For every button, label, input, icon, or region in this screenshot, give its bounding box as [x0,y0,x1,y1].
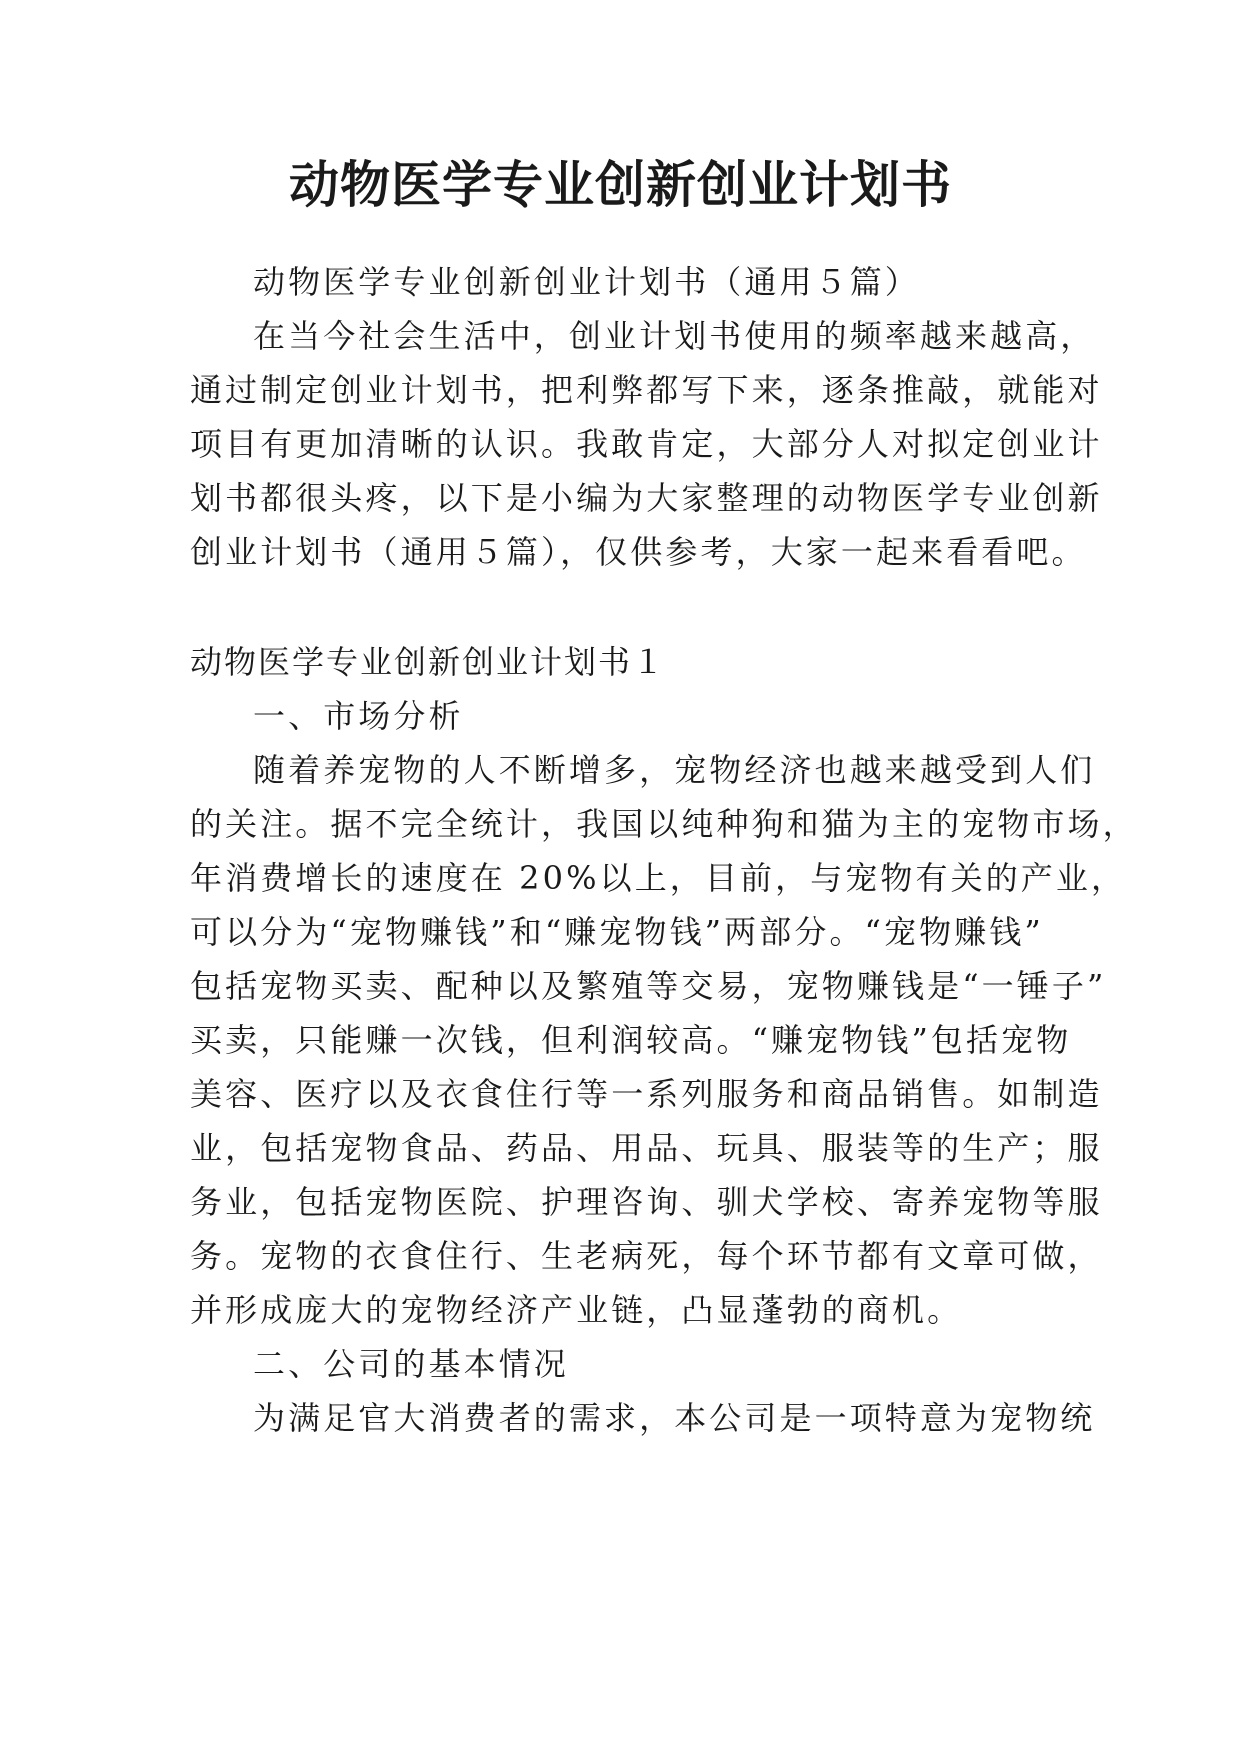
document-title: 动物医学专业创新创业计划书 [289,155,952,214]
body-paragraph-line: 可以分为“宠物赚钱”和“赚宠物钱”两部分。“宠物赚钱” [190,913,1044,951]
intro-paragraph-line: 通过制定创业计划书，把利弊都写下来，逐条推敲，就能对 [190,371,1103,409]
body-paragraph-line: 包括宠物买卖、配种以及繁殖等交易，宠物赚钱是“一锤子” [190,967,1107,1005]
body-paragraph-line: 务业，包括宠物医院、护理咨询、驯犬学校、寄养宠物等服 [190,1183,1103,1221]
intro-paragraph-line: 划书都很头疼，以下是小编为大家整理的动物医学专业创新 [190,479,1103,517]
body-paragraph-line: 务。宠物的衣食住行、生老病死，每个环节都有文章可做， [190,1237,1103,1275]
body-paragraph-line: 的关注。据不完全统计，我国以纯种狗和猫为主的宠物市场， [190,805,1138,843]
body-paragraph-line: 美容、医疗以及衣食住行等一系列服务和商品销售。如制造 [190,1075,1103,1113]
subsection-heading: 一、市场分析 [253,697,464,735]
intro-paragraph-line: 创业计划书（通用５篇），仅供参考，大家一起来看看吧。 [190,533,1087,571]
body-paragraph-line: 为满足官大消费者的需求，本公司是一项特意为宠物统 [253,1399,1096,1437]
subtitle-line: 动物医学专业创新创业计划书（通用５篇） [253,263,920,301]
body-paragraph-line: 业，包括宠物食品、药品、用品、玩具、服装等的生产；服 [190,1129,1103,1167]
body-paragraph-line: 并形成庞大的宠物经济产业链，凸显蓬勃的商机。 [190,1291,963,1329]
body-paragraph-line: 年消费增长的速度在 20%以上，目前，与宠物有关的产业， [190,859,1127,897]
intro-paragraph-line: 在当今社会生活中，创业计划书使用的频率越来越高， [253,317,1096,355]
subsection-heading: 二、公司的基本情况 [253,1345,569,1383]
body-paragraph-line: 买卖，只能赚一次钱，但利润较高。“赚宠物钱”包括宠物 [190,1021,1072,1059]
section-heading: 动物医学专业创新创业计划书１ [190,643,667,681]
body-paragraph-line: 随着养宠物的人不断增多，宠物经济也越来越受到人们 [253,751,1096,789]
intro-paragraph-line: 项目有更加清晰的认识。我敢肯定，大部分人对拟定创业计 [190,425,1103,463]
